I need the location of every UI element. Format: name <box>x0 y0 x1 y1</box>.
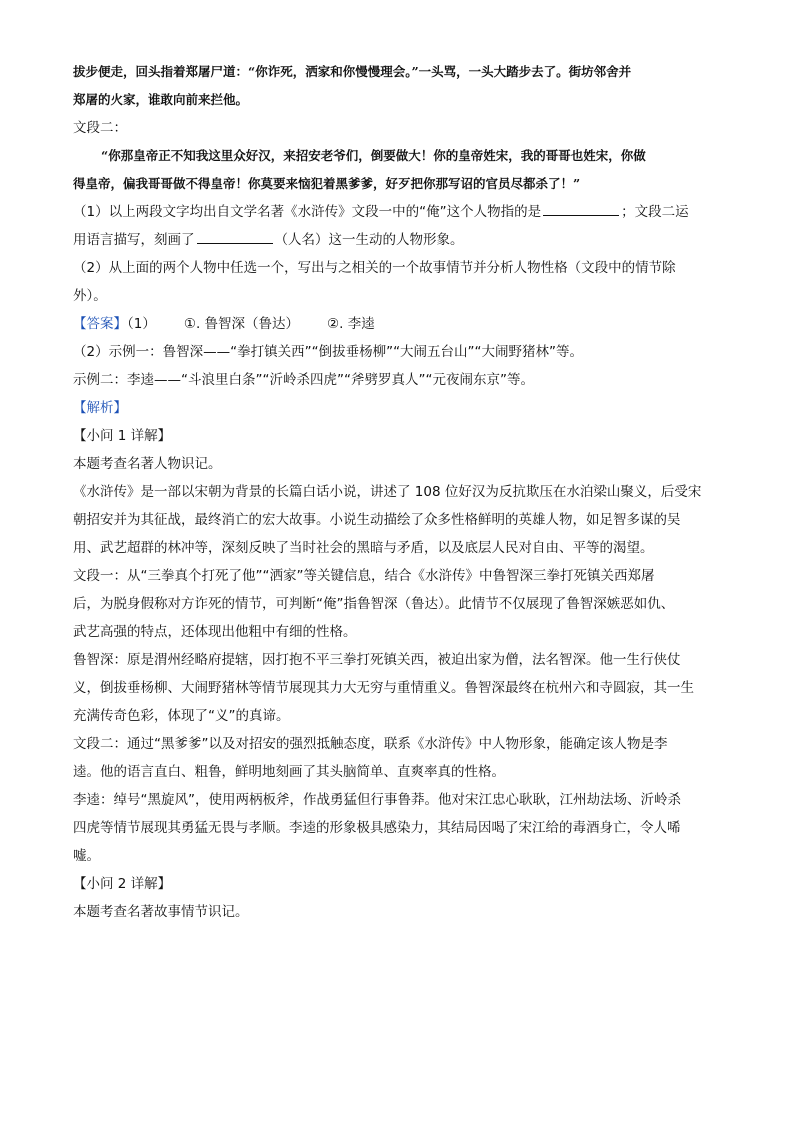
sub-question-2-title: 【小问 2 详解】 <box>73 876 172 892</box>
answer-part-1: （1） <box>127 316 156 332</box>
analysis-p4-line-2: 逵。他的语言直白、粗鲁，鲜明地刻画了其头脑简单、直爽率真的性格。 <box>73 764 505 780</box>
analysis-p1-line-1: 《水浒传》是一部以宋朝为背景的长篇白话小说，讲述了 108 位好汉为反抗欺压在水泊梁山聚义，后受宋 <box>73 484 702 500</box>
analysis-p4-line-1: 文段二：通过“黑爹爹”以及对招安的强烈抵触态度，联系《水浒传》中人物形象，能确定该人物是李 <box>73 736 668 752</box>
sub-question-1-line: 本题考查名著人物识记。 <box>73 456 222 472</box>
question-1-text-d: （人名）这一生动的人物形象。 <box>274 232 464 248</box>
passage1-line-2: 郑屠的火家，谁敢向前来拦他。 <box>73 92 249 107</box>
answer-2: . 李逵 <box>339 316 375 332</box>
analysis-p5-line-3: 嘘。 <box>73 848 100 864</box>
analysis-p5-line-1: 李逵：绰号“黑旋风”，使用两柄板斧，作战勇猛但行事鲁莽。他对宋江忠心耿耿，江州劫法场、沂岭杀 <box>73 792 681 808</box>
circled-number-2: ② <box>327 316 340 332</box>
answer-1: . 鲁智深（鲁达） <box>195 316 300 332</box>
answer-example-2: 示例二：李逵——“斗浪里白条”“沂岭杀四虎”“斧劈罗真人”“元夜闹东京”等。 <box>73 372 534 388</box>
passage1-line-1: 拔步便走，回头指着郑屠尸道：“你诈死，洒家和你慢慢理会。”一头骂，一头大踏步去了。街坊邻舍并 <box>73 64 632 79</box>
analysis-p1-line-2: 朝招安并为其征战，最终消亡的宏大故事。小说生动描绘了众多性格鲜明的英雄人物，如足智多谋的吴 <box>73 512 681 528</box>
analysis-p5-line-2: 四虎等情节展现其勇猛无畏与孝顺。李逵的形象极具感染力，其结局因喝了宋江给的毒酒身亡，令人唏 <box>73 820 681 836</box>
question-2-line-2: 外）。 <box>73 288 107 304</box>
analysis-p3-line-3: 充满传奇色彩，体现了“义”的真谛。 <box>73 708 290 724</box>
analysis-p3-line-1: 鲁智深：原是渭州经略府提辖，因打抱不平三拳打死镇关西，被迫出家为僧，法名智深。他一生行侠仗 <box>73 652 681 668</box>
question-2-line-1: （2）从上面的两个人物中任选一个，写出与之相关的一个故事情节并分析人物性格（文段中的情节除 <box>73 260 676 276</box>
sub-question-2-line: 本题考查名著故事情节识记。 <box>73 904 249 920</box>
answer-tag: 【答案】 <box>73 316 127 332</box>
answer-line <box>73 310 754 338</box>
answer-example-1: （2）示例一：鲁智深——“拳打镇关西”“倒拔垂杨柳”“大闹五台山”“大闹野猪林”等。 <box>73 344 584 360</box>
question-1-text-b: ；文段二运 <box>621 204 689 220</box>
passage2-line-2: 得皇帝，偏我哥哥做不得皇帝！你莫要来恼犯着黑爹爹，好歹把你那写诏的官员尽都杀了！” <box>73 176 581 191</box>
circled-number-1: ① <box>183 316 196 332</box>
analysis-p2-line-1: 文段一：从“三拳真个打死了他”“洒家”等关键信息，结合《水浒传》中鲁智深三拳打死镇关西郑屠 <box>73 568 655 584</box>
answer-blank-2 <box>197 229 273 244</box>
answer-blank-1 <box>543 201 619 216</box>
analysis-p1-line-3: 用、武艺超群的林冲等，深刻反映了当时社会的黑暗与矛盾，以及底层人民对自由、平等的渴望。 <box>73 540 654 556</box>
passage2-line-1: “你那皇帝正不知我这里众好汉，来招安老爷们，倒要做大！你的皇帝姓宋，我的哥哥也姓宋，你做 <box>101 148 646 163</box>
sub-question-1-title: 【小问 1 详解】 <box>73 428 172 444</box>
analysis-p3-line-2: 义，倒拔垂杨柳、大闹野猪林等情节展现其力大无穷与重情重义。鲁智深最终在杭州六和寺圆寂，其一生 <box>73 680 694 696</box>
analysis-p2-line-3: 武艺高强的特点，还体现出他粗中有细的性格。 <box>73 624 357 640</box>
analysis-p2-line-2: 后，为脱身假称对方诈死的情节，可判断“俺”指鲁智深（鲁达）。此情节不仅展现了鲁智深嫉恶如仇、 <box>73 596 675 612</box>
passage2-label: 文段二： <box>73 120 127 136</box>
analysis-tag: 【解析】 <box>73 400 127 416</box>
question-1-line-1 <box>73 198 754 226</box>
question-1-line-2 <box>73 226 754 254</box>
question-1-text-a: （1）以上两段文字均出自文学名著《水浒传》文段一中的“俺”这个人物指的是 <box>73 204 542 220</box>
question-1-text-c: 用语言描写，刻画了 <box>73 232 195 248</box>
